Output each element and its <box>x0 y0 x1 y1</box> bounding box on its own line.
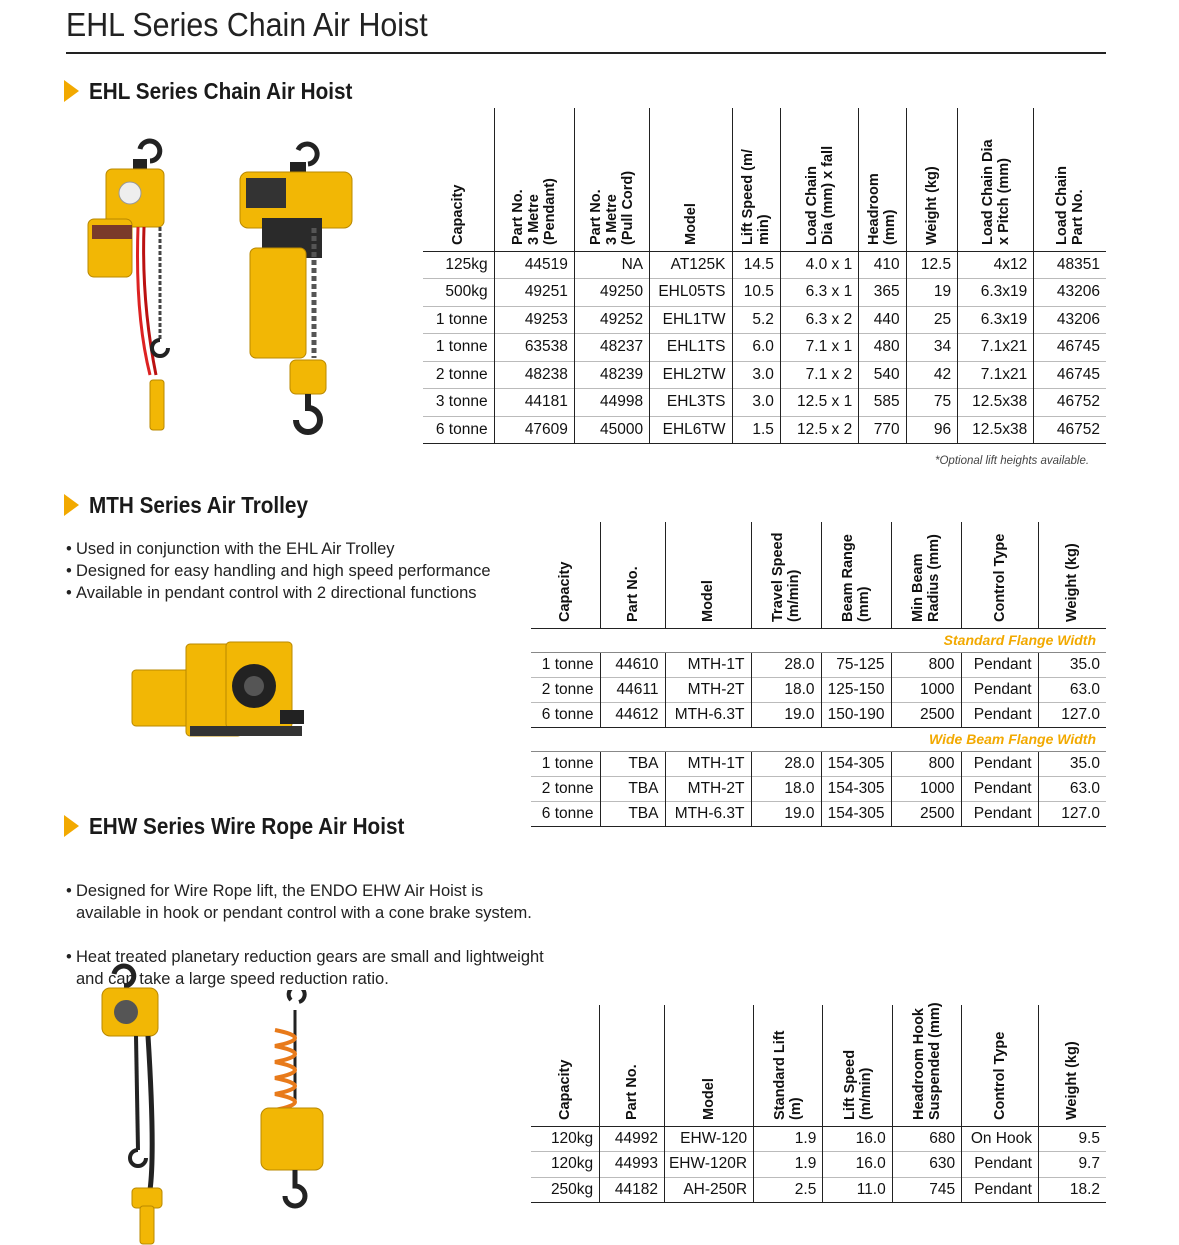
ehl-table-cell: NA <box>574 251 649 279</box>
ehl-col-header: Headroom (mm) <box>859 108 906 251</box>
ehl-table-cell: 6.3 x 1 <box>780 279 858 307</box>
ehl-table-cell: 10.5 <box>732 279 780 307</box>
ehl-table-cell: 540 <box>859 361 906 389</box>
ehl-table-cell: 3 tonne <box>423 389 494 417</box>
ehl-table-cell: 63538 <box>494 334 574 362</box>
ehw-bullet: • Heat treated planetary reduction gears are small and lightweight and can take a large speed reduction ratio. <box>66 946 546 990</box>
mth-wide-table-row <box>531 776 1106 801</box>
ehw-table-cell: 9.5 <box>1038 1126 1106 1152</box>
ehl-header-row <box>423 108 1106 251</box>
mth-standard-table-cell: 2500 <box>891 702 961 727</box>
ehl-table-cell: 44181 <box>494 389 574 417</box>
ehl-table-row <box>423 251 1106 279</box>
ehw-table-row <box>531 1126 1106 1152</box>
mth-standard-table-cell: 6 tonne <box>531 702 600 727</box>
ehw-table-cell: Pendant <box>962 1177 1039 1203</box>
ehl-table-cell: 7.1 x 2 <box>780 361 858 389</box>
ehl-table-row <box>423 361 1106 389</box>
mth-standard-table-cell: 44612 <box>600 702 665 727</box>
ehl-table-cell: 12.5x38 <box>958 416 1034 444</box>
ehw-table-cell: 44992 <box>600 1126 665 1152</box>
mth-standard-table-cell: 2 tonne <box>531 677 600 702</box>
mth-wide-table-cell: 2 tonne <box>531 776 600 801</box>
mth-col-header: Beam Range (mm) <box>821 522 891 628</box>
ehl-table-cell: 96 <box>906 416 958 444</box>
mth-wide-table-cell: 154-305 <box>821 751 891 776</box>
ehw-table-cell: 250kg <box>531 1177 600 1203</box>
ehl-table-row <box>423 389 1106 417</box>
mth-header-row <box>531 522 1106 628</box>
ehl-spec-table <box>423 108 1106 444</box>
mth-wide-subheading: Wide Beam Flange Width <box>531 727 1106 751</box>
ehl-table-cell: 585 <box>859 389 906 417</box>
ehl-footnote: *Optional lift heights available. <box>935 455 1090 467</box>
mth-standard-table-cell: 150-190 <box>821 702 891 727</box>
ehl-small-hoist-illustration <box>78 135 188 445</box>
ehl-table-cell: 19 <box>906 279 958 307</box>
ehl-col-header: Weight (kg) <box>906 108 958 251</box>
ehl-table-cell: 46745 <box>1034 361 1106 389</box>
ehw-pendant-hoist-illustration <box>255 990 335 1220</box>
mth-standard-table-cell: Pendant <box>961 677 1038 702</box>
ehl-table-cell: 770 <box>859 416 906 444</box>
ehw-hook-hoist-illustration <box>96 960 196 1245</box>
mth-standard-table-cell: 28.0 <box>751 652 821 677</box>
ehl-table-cell: 500kg <box>423 279 494 307</box>
mth-spec-table <box>531 522 1106 827</box>
arrow-bullet-icon <box>64 494 79 516</box>
mth-standard-table-cell: 800 <box>891 652 961 677</box>
ehl-table-cell: 6 tonne <box>423 416 494 444</box>
ehl-table-cell: 2 tonne <box>423 361 494 389</box>
ehw-table-cell: EHW-120 <box>664 1126 753 1152</box>
ehl-table-cell: 7.1 x 1 <box>780 334 858 362</box>
mth-heading-text: MTH Series Air Trolley <box>89 491 308 518</box>
ehl-table-cell: 46745 <box>1034 334 1106 362</box>
ehl-table-row <box>423 279 1106 307</box>
ehl-table-cell: 1.5 <box>732 416 780 444</box>
mth-standard-table-row <box>531 677 1106 702</box>
ehl-table-cell: 49251 <box>494 279 574 307</box>
ehw-header-row <box>531 1005 1106 1126</box>
ehw-heading-text: EHW Series Wire Rope Air Hoist <box>89 812 405 839</box>
ehl-table-cell: 12.5 <box>906 251 958 279</box>
mth-wide-table-cell: MTH-2T <box>665 776 751 801</box>
mth-wide-table-cell: 154-305 <box>821 776 891 801</box>
ehl-table-cell: 480 <box>859 334 906 362</box>
mth-trolley-illustration <box>130 632 310 757</box>
mth-wide-table-cell: 19.0 <box>751 801 821 826</box>
mth-standard-table-cell: MTH-2T <box>665 677 751 702</box>
ehw-col-header: Control Type <box>962 1005 1039 1126</box>
ehw-col-header: Lift Speed (m/min) <box>823 1005 892 1126</box>
ehw-table-cell: 120kg <box>531 1126 600 1152</box>
ehl-table-cell: 75 <box>906 389 958 417</box>
ehl-table-cell: 1 tonne <box>423 306 494 334</box>
mth-col-header: Part No. <box>600 522 665 628</box>
mth-standard-table-cell: 35.0 <box>1038 652 1106 677</box>
ehl-table-cell: 43206 <box>1034 306 1106 334</box>
ehw-table-cell: 1.9 <box>754 1126 823 1152</box>
ehl-table-cell: 14.5 <box>732 251 780 279</box>
mth-standard-table-cell: 63.0 <box>1038 677 1106 702</box>
ehl-table-cell: AT125K <box>650 251 732 279</box>
mth-wide-table-cell: TBA <box>600 776 665 801</box>
mth-wide-table-row <box>531 751 1106 776</box>
ehw-table-cell: 9.7 <box>1038 1152 1106 1178</box>
ehl-table-cell: 12.5x38 <box>958 389 1034 417</box>
ehw-table-cell: Pendant <box>962 1152 1039 1178</box>
ehl-table-cell: 49252 <box>574 306 649 334</box>
ehl-table-cell: 12.5 x 1 <box>780 389 858 417</box>
ehw-table-cell: 745 <box>892 1177 961 1203</box>
mth-wide-table-cell: 127.0 <box>1038 801 1106 826</box>
ehw-table-cell: 1.9 <box>754 1152 823 1178</box>
ehw-table-cell: EHW-120R <box>664 1152 753 1178</box>
arrow-bullet-icon <box>64 80 79 102</box>
ehl-table-cell: EHL1TW <box>650 306 732 334</box>
ehl-col-header: Part No. 3 Metre (Pendant) <box>494 108 574 251</box>
ehl-table-cell: 6.3 x 2 <box>780 306 858 334</box>
ehw-table-row <box>531 1152 1106 1178</box>
ehl-section-heading <box>64 78 382 104</box>
mth-col-header: Capacity <box>557 561 574 622</box>
ehl-table-cell: 4.0 x 1 <box>780 251 858 279</box>
ehw-section-heading <box>64 813 439 839</box>
ehl-table-cell: 49253 <box>494 306 574 334</box>
ehl-table-cell: 48351 <box>1034 251 1106 279</box>
ehl-col-header: Load Chain Dia x Pitch (mm) <box>958 108 1034 251</box>
ehl-table-cell: EHL1TS <box>650 334 732 362</box>
ehw-table-cell: 2.5 <box>754 1177 823 1203</box>
mth-standard-table-cell: 19.0 <box>751 702 821 727</box>
ehl-table-cell: 6.3x19 <box>958 306 1034 334</box>
ehl-col-header: Part No. 3 Metre (Pull Cord) <box>574 108 649 251</box>
mth-wide-table-cell: 35.0 <box>1038 751 1106 776</box>
ehl-table-cell: 44998 <box>574 389 649 417</box>
mth-wide-table-row <box>531 801 1106 826</box>
ehw-table-cell: 44993 <box>600 1152 665 1178</box>
ehl-table-cell: 12.5 x 2 <box>780 416 858 444</box>
ehw-table-cell: 16.0 <box>823 1126 892 1152</box>
ehl-table-cell: 48239 <box>574 361 649 389</box>
ehl-table-cell: 125kg <box>423 251 494 279</box>
ehl-table-cell: 410 <box>859 251 906 279</box>
ehl-table-cell: 3.0 <box>732 389 780 417</box>
mth-wide-table-cell: MTH-1T <box>665 751 751 776</box>
ehw-col-header: Standard Lift (m) <box>754 1005 823 1126</box>
ehl-table-cell: 1 tonne <box>423 334 494 362</box>
ehl-large-hoist-illustration <box>232 138 362 444</box>
mth-standard-table-cell: MTH-6.3T <box>665 702 751 727</box>
mth-col-header: Travel Speed (m/min) <box>751 522 821 628</box>
mth-col-header: Min Beam Radius (mm) <box>891 522 961 628</box>
mth-standard-table-cell: 44610 <box>600 652 665 677</box>
ehw-table-cell: 18.2 <box>1038 1177 1106 1203</box>
mth-bullet: • Designed for easy handling and high speed performance <box>66 560 506 582</box>
mth-standard-table-cell: 75-125 <box>821 652 891 677</box>
ehw-table-cell: AH-250R <box>664 1177 753 1203</box>
ehw-table-row <box>531 1177 1106 1203</box>
ehl-table-cell: 3.0 <box>732 361 780 389</box>
mth-col-header: Control Type <box>961 522 1038 628</box>
ehw-col-header: Model <box>664 1005 753 1126</box>
ehw-col-header: Part No. <box>600 1005 665 1126</box>
ehw-table-cell: 11.0 <box>823 1177 892 1203</box>
ehl-table-cell: 5.2 <box>732 306 780 334</box>
ehl-table-cell: 7.1x21 <box>958 334 1034 362</box>
mth-col-header: Weight (kg) <box>1038 522 1106 628</box>
mth-standard-table-cell: 127.0 <box>1038 702 1106 727</box>
title-rule <box>66 52 1106 54</box>
ehl-table-cell: 48237 <box>574 334 649 362</box>
ehw-table-cell: 630 <box>892 1152 961 1178</box>
ehl-table-cell: 6.3x19 <box>958 279 1034 307</box>
ehw-bullet: • Designed for Wire Rope lift, the ENDO EHW Air Hoist is available in hook or pendant control with a cone brake system. <box>66 880 546 924</box>
mth-bullet-list <box>66 538 506 604</box>
mth-standard-table-cell: 18.0 <box>751 677 821 702</box>
mth-standard-table-cell: 1 tonne <box>531 652 600 677</box>
mth-col-header: Model <box>665 522 751 628</box>
mth-standard-table-cell: 125-150 <box>821 677 891 702</box>
ehl-table-cell: 43206 <box>1034 279 1106 307</box>
mth-wide-table-cell: MTH-6.3T <box>665 801 751 826</box>
mth-wide-table-cell: TBA <box>600 751 665 776</box>
ehl-table-cell: 44519 <box>494 251 574 279</box>
mth-wide-table-cell: Pendant <box>961 801 1038 826</box>
ehw-spec-table <box>531 1001 1106 1203</box>
mth-standard-table-cell: Pendant <box>961 702 1038 727</box>
ehl-table-cell: 45000 <box>574 416 649 444</box>
ehw-col-header: Weight (kg) <box>1038 1005 1106 1126</box>
ehl-table-row <box>423 306 1106 334</box>
mth-standard-table-cell: MTH-1T <box>665 652 751 677</box>
mth-standard-table-cell: Pendant <box>961 652 1038 677</box>
ehl-table-cell: 7.1x21 <box>958 361 1034 389</box>
ehl-table-cell: EHL3TS <box>650 389 732 417</box>
ehw-table-cell: 120kg <box>531 1152 600 1178</box>
ehl-table-row <box>423 416 1106 444</box>
ehl-col-header: Model <box>650 108 732 251</box>
ehl-table-cell: 365 <box>859 279 906 307</box>
mth-wide-table-cell: Pendant <box>961 776 1038 801</box>
arrow-bullet-icon <box>64 815 79 837</box>
ehw-table-cell: 16.0 <box>823 1152 892 1178</box>
ehw-table-cell: 680 <box>892 1126 961 1152</box>
ehl-table-cell: 34 <box>906 334 958 362</box>
mth-standard-table-row <box>531 702 1106 727</box>
mth-standard-table-row <box>531 652 1106 677</box>
mth-wide-table-cell: 18.0 <box>751 776 821 801</box>
mth-bullet: • Used in conjunction with the EHL Air Trolley <box>66 538 506 560</box>
ehl-heading-text: EHL Series Chain Air Hoist <box>89 77 353 104</box>
ehl-table-cell: 4x12 <box>958 251 1034 279</box>
ehl-table-cell: 46752 <box>1034 416 1106 444</box>
mth-wide-table-cell: 1 tonne <box>531 751 600 776</box>
page-title: EHL Series Chain Air Hoist <box>66 6 428 43</box>
mth-wide-table-cell: TBA <box>600 801 665 826</box>
mth-bullet: • Available in pendant control with 2 directional functions <box>66 582 506 604</box>
ehl-table-cell: 49250 <box>574 279 649 307</box>
ehl-col-header: Capacity <box>450 184 467 245</box>
ehl-table-cell: 440 <box>859 306 906 334</box>
mth-wide-table-cell: 28.0 <box>751 751 821 776</box>
ehl-table-cell: 42 <box>906 361 958 389</box>
ehl-table-cell: 46752 <box>1034 389 1106 417</box>
mth-wide-table-cell: 1000 <box>891 776 961 801</box>
mth-wide-table-cell: Pendant <box>961 751 1038 776</box>
ehw-table-cell: 44182 <box>600 1177 665 1203</box>
ehl-table-cell: EHL6TW <box>650 416 732 444</box>
mth-section-heading <box>64 492 332 518</box>
ehl-table-cell: 25 <box>906 306 958 334</box>
ehw-table-cell: On Hook <box>962 1126 1039 1152</box>
ehl-table-cell: EHL2TW <box>650 361 732 389</box>
ehl-table-cell: 48238 <box>494 361 574 389</box>
ehl-table-cell: EHL05TS <box>650 279 732 307</box>
mth-wide-table-cell: 154-305 <box>821 801 891 826</box>
mth-standard-subheading: Standard Flange Width <box>531 628 1106 652</box>
ehl-table-cell: 47609 <box>494 416 574 444</box>
ehl-table-row <box>423 334 1106 362</box>
ehl-col-header: Lift Speed (m/ min) <box>732 108 780 251</box>
ehl-col-header: Load Chain Part No. <box>1034 108 1106 251</box>
mth-wide-table-cell: 800 <box>891 751 961 776</box>
mth-wide-table-cell: 6 tonne <box>531 801 600 826</box>
ehl-col-header: Load Chain Dia (mm) x fall <box>780 108 858 251</box>
mth-wide-table-cell: 2500 <box>891 801 961 826</box>
ehl-table-cell: 6.0 <box>732 334 780 362</box>
mth-wide-table-cell: 63.0 <box>1038 776 1106 801</box>
ehw-col-header: Capacity <box>557 1059 574 1120</box>
mth-standard-table-cell: 44611 <box>600 677 665 702</box>
ehw-col-header: Headroom Hook Suspended (mm) <box>892 1005 961 1126</box>
mth-standard-table-cell: 1000 <box>891 677 961 702</box>
